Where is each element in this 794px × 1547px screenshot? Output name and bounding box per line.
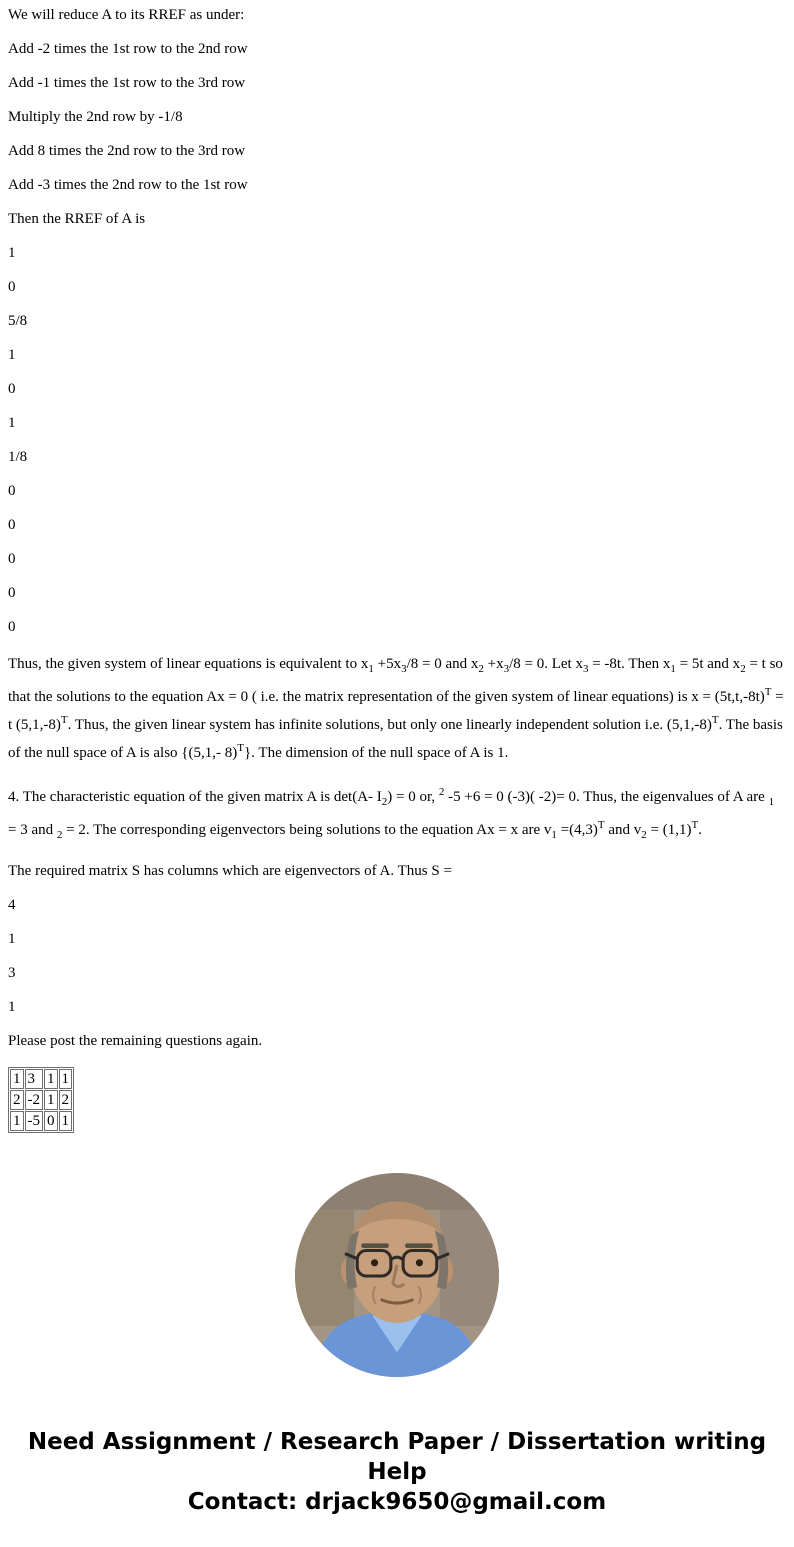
matrix-table — [8, 1067, 74, 1133]
matrix-row — [10, 1090, 72, 1110]
footer-heading: Need Assignment / Research Paper / Dissertation writing Help — [27, 1429, 767, 1485]
matrix-s-intro: The required matrix S has columns which are eigenvectors of A. Thus S = — [8, 863, 452, 879]
solution-paragraph: Thus, the given system of linear equations is equivalent to $x_1 +5x_3/8 = 0$ and $x_2 +x_3/8 = 0$. Let $x_3 = -8t$. Then $x_1 = 5t$ and $x_2 = t$ so that the solutions to the equation Ax = 0 ( i.e. the matrix representation of the given system of linear equations) is $x = (5t,t,-8t)^T = t$ $(5,1,-8)^T$. Thus, the given linear system has infinite solutions, but only one linearly independent solution i.e. $(5,1,-8)^T$. The basis of the null space of A is also {(5,1,- 8)$^T$}. The dimension of the null space of A is 1. — [8, 656, 784, 761]
person-avatar-image — [295, 1173, 499, 1377]
matrix-row — [10, 1069, 72, 1089]
matrix-cell: 1 — [44, 1090, 58, 1110]
matrix-cell: 2 — [59, 1090, 73, 1110]
rref-value: 1/8 — [8, 449, 28, 465]
rref-value: 1 — [8, 415, 16, 431]
rref-value: 0 — [8, 585, 16, 601]
matrix-cell: 1 — [59, 1111, 73, 1131]
solution-step: Multiply the 2nd row by -1/8 — [8, 109, 183, 125]
rref-value: 0 — [8, 551, 16, 567]
rref-value: 0 — [8, 279, 16, 295]
matrix-s-value: 1 — [8, 999, 16, 1015]
footer-contact: Contact: drjack9650@gmail.com — [187, 1489, 607, 1515]
footer — [24, 1427, 770, 1547]
eigenvalue-paragraph: 4. The characteristic equation of the given matrix A is det(A- $I_2) = 0$ or, $^2$ -5 +6 = 0 (-3)( -2)= 0. Thus, the eigenvalues of A are $_1$ = 3 and $_2$ = 2. The corresponding eigenvectors being solutions to the equation Ax = x are $v_1 =(4,3)^T$ and $v_2 = (1,1)^T$. — [8, 786, 775, 841]
matrix-s-value: 3 — [8, 965, 16, 981]
solution-step: Then the RREF of A is — [8, 211, 146, 227]
rref-value: 1 — [8, 245, 16, 261]
solution-step: Add 8 times the 2nd row to the 3rd row — [8, 143, 246, 159]
matrix-cell: -5 — [25, 1111, 44, 1131]
solution-step: Add -1 times the 1st row to the 3rd row — [8, 75, 246, 91]
tutor-profile-photo — [295, 1173, 499, 1377]
matrix-cell: 0 — [44, 1111, 58, 1131]
matrix-s-value: 4 — [8, 897, 16, 913]
closing-note: Please post the remaining questions again. — [8, 1033, 263, 1049]
matrix-cell: 1 — [10, 1069, 24, 1089]
matrix-cell: 2 — [10, 1090, 24, 1110]
matrix-cell: 3 — [25, 1069, 44, 1089]
matrix-row — [10, 1111, 72, 1131]
matrix-cell: 1 — [59, 1069, 73, 1089]
rref-value: 1 — [8, 347, 16, 363]
solution-step: We will reduce A to its RREF as under: — [8, 7, 245, 23]
matrix-s-value: 1 — [8, 931, 16, 947]
solution-step: Add -2 times the 1st row to the 2nd row — [8, 41, 248, 57]
matrix-cell: -2 — [25, 1090, 44, 1110]
rref-value: 0 — [8, 517, 16, 533]
matrix-cell: 1 — [10, 1111, 24, 1131]
solution-step: Add -3 times the 2nd row to the 1st row — [8, 177, 248, 193]
rref-value: 0 — [8, 381, 16, 397]
rref-value: 0 — [8, 619, 16, 635]
matrix-cell: 1 — [44, 1069, 58, 1089]
rref-value: 5/8 — [8, 313, 28, 329]
rref-value: 0 — [8, 483, 16, 499]
